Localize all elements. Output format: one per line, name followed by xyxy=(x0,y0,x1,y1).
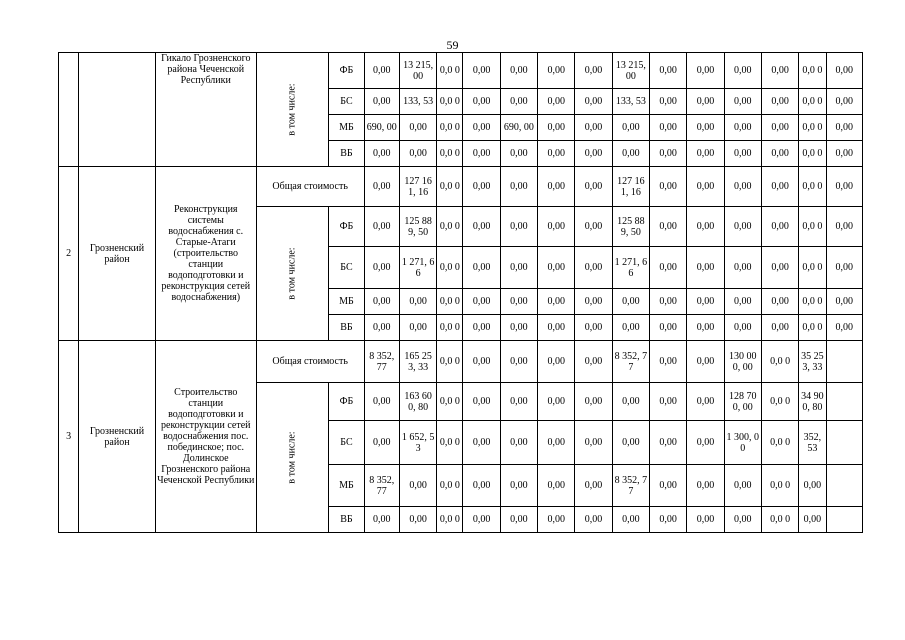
fund-value: 0,00 xyxy=(575,383,612,421)
fund-value: 0,0 0 xyxy=(437,421,463,465)
district-name: Грозненский район xyxy=(79,167,156,341)
total-value: 8 352, 77 xyxy=(612,341,649,383)
total-cost-label: Общая стоимость xyxy=(256,341,364,383)
fund-value: 0,00 xyxy=(687,465,724,507)
total-value: 0,00 xyxy=(687,167,724,207)
fund-value: 0,00 xyxy=(500,207,537,247)
fund-value: 0,00 xyxy=(463,507,500,533)
total-value: 0,00 xyxy=(538,341,575,383)
fund-value: 0,0 0 xyxy=(437,207,463,247)
fund-value: 0,00 xyxy=(538,53,575,89)
total-value xyxy=(826,341,863,383)
fund-value: 0,0 0 xyxy=(799,141,826,167)
fund-value: 0,00 xyxy=(650,115,687,141)
fund-value: 0,00 xyxy=(364,421,399,465)
fund-value: 0,00 xyxy=(687,207,724,247)
fund-value: 0,00 xyxy=(799,507,826,533)
fund-value: 0,00 xyxy=(463,141,500,167)
fund-value: 0,0 0 xyxy=(799,207,826,247)
fund-value: 0,0 0 xyxy=(761,465,798,507)
fund-value: 0,0 0 xyxy=(437,315,463,341)
total-value: 0,00 xyxy=(575,167,612,207)
fund-value: 125 889, 50 xyxy=(612,207,649,247)
total-value: 0,00 xyxy=(650,341,687,383)
fund-value: 0,00 xyxy=(399,465,436,507)
fund-value: 0,00 xyxy=(575,421,612,465)
total-value: 35 253, 33 xyxy=(799,341,826,383)
fund-value: 0,00 xyxy=(724,315,761,341)
fund-value: 1 271, 66 xyxy=(399,247,436,289)
fund-value: 0,00 xyxy=(724,141,761,167)
fund-value: 0,00 xyxy=(826,207,863,247)
fund-value: 0,00 xyxy=(575,207,612,247)
fund-value: 0,00 xyxy=(399,315,436,341)
fund-value: 0,00 xyxy=(799,465,826,507)
fund-value: 0,0 0 xyxy=(799,315,826,341)
fund-value: 0,00 xyxy=(364,141,399,167)
fund-value xyxy=(826,421,863,465)
fund-value: 0,00 xyxy=(650,289,687,315)
fund-value: 0,00 xyxy=(575,89,612,115)
fund-value: 0,00 xyxy=(687,421,724,465)
fund-value: 0,0 0 xyxy=(437,115,463,141)
in-that-number-label: в том числе: xyxy=(256,383,329,533)
fund-value: 0,00 xyxy=(463,89,500,115)
fund-value: 0,00 xyxy=(687,89,724,115)
fund-value: 0,00 xyxy=(650,421,687,465)
total-value: 0,00 xyxy=(538,167,575,207)
fund-value xyxy=(826,383,863,421)
object-name: Реконструкция системы водоснабжения с. Старые-Атаги (строительство станции водоподготовки и реконструкция сетей водоснабжения) xyxy=(155,167,256,341)
fund-value: 0,00 xyxy=(761,89,798,115)
fund-value: 0,00 xyxy=(687,141,724,167)
fund-value: 0,00 xyxy=(500,289,537,315)
total-value: 0,00 xyxy=(724,167,761,207)
page-number: 59 xyxy=(446,38,459,52)
fund-value: 0,00 xyxy=(826,315,863,341)
fund-value: 0,0 0 xyxy=(761,507,798,533)
fund-value: 690, 00 xyxy=(364,115,399,141)
fund-value: 0,00 xyxy=(724,53,761,89)
fund-value: 0,0 0 xyxy=(799,53,826,89)
total-value: 0,0 0 xyxy=(437,341,463,383)
fund-value: 0,00 xyxy=(575,507,612,533)
fund-value: 0,0 0 xyxy=(437,247,463,289)
fund-code: ФБ xyxy=(329,207,364,247)
fund-value: 0,00 xyxy=(826,141,863,167)
fund-value: 0,00 xyxy=(364,207,399,247)
fund-value: 0,00 xyxy=(575,315,612,341)
fund-value: 0,00 xyxy=(826,289,863,315)
fund-value: 0,00 xyxy=(538,507,575,533)
fund-value: 0,00 xyxy=(463,315,500,341)
fund-value: 0,00 xyxy=(463,421,500,465)
total-value: 0,0 0 xyxy=(799,167,826,207)
fund-value: 0,00 xyxy=(724,465,761,507)
total-value: 0,00 xyxy=(463,167,500,207)
row-number: 3 xyxy=(59,341,79,533)
fund-value: 0,00 xyxy=(650,507,687,533)
fund-value xyxy=(826,507,863,533)
fund-value: 0,00 xyxy=(724,115,761,141)
fund-code: БС xyxy=(329,89,364,115)
fund-value: 0,00 xyxy=(761,207,798,247)
total-value: 0,00 xyxy=(364,167,399,207)
total-value: 0,0 0 xyxy=(761,341,798,383)
fund-value: 0,00 xyxy=(364,315,399,341)
fund-code: ФБ xyxy=(329,383,364,421)
fund-value: 0,00 xyxy=(399,289,436,315)
fund-value: 0,00 xyxy=(724,207,761,247)
fund-value: 0,00 xyxy=(650,141,687,167)
fund-value: 0,00 xyxy=(687,53,724,89)
district-name xyxy=(79,53,156,167)
fund-value: 0,00 xyxy=(612,115,649,141)
fund-value: 0,00 xyxy=(500,247,537,289)
fund-value: 0,0 0 xyxy=(437,289,463,315)
fund-code: МБ xyxy=(329,115,364,141)
fund-value: 8 352, 77 xyxy=(612,465,649,507)
fund-value: 0,00 xyxy=(364,383,399,421)
fund-code: МБ xyxy=(329,289,364,315)
fund-value: 0,00 xyxy=(612,383,649,421)
fund-value: 0,00 xyxy=(612,507,649,533)
fund-value: 0,00 xyxy=(399,507,436,533)
fund-value: 133, 53 xyxy=(612,89,649,115)
fund-value: 0,00 xyxy=(364,247,399,289)
fund-value: 0,00 xyxy=(650,89,687,115)
fund-value: 0,00 xyxy=(364,53,399,89)
fund-value: 0,00 xyxy=(538,141,575,167)
total-value: 127 161, 16 xyxy=(612,167,649,207)
fund-value: 0,0 0 xyxy=(799,89,826,115)
fund-value: 0,00 xyxy=(650,465,687,507)
total-value: 0,00 xyxy=(500,167,537,207)
table-row xyxy=(59,341,863,383)
fund-value: 0,0 0 xyxy=(437,507,463,533)
fund-value: 0,00 xyxy=(399,115,436,141)
fund-value: 0,00 xyxy=(500,315,537,341)
fund-value: 352, 53 xyxy=(799,421,826,465)
district-name: Грозненский район xyxy=(79,341,156,533)
fund-value: 0,00 xyxy=(575,53,612,89)
fund-value: 0,00 xyxy=(687,289,724,315)
fund-value: 0,00 xyxy=(538,383,575,421)
fund-value: 0,00 xyxy=(364,507,399,533)
fund-value: 0,00 xyxy=(612,421,649,465)
fund-value: 0,00 xyxy=(538,465,575,507)
fund-value: 0,0 0 xyxy=(437,141,463,167)
fund-code: ФБ xyxy=(329,53,364,89)
fund-value: 0,00 xyxy=(500,141,537,167)
fund-value: 0,00 xyxy=(463,383,500,421)
fund-value: 0,00 xyxy=(761,141,798,167)
row-number xyxy=(59,53,79,167)
fund-value: 0,00 xyxy=(612,315,649,341)
fund-value: 0,00 xyxy=(650,207,687,247)
in-that-number-label: в том числе: xyxy=(256,53,329,167)
fund-value: 0,00 xyxy=(612,289,649,315)
fund-value: 0,00 xyxy=(463,207,500,247)
fund-value: 0,00 xyxy=(650,247,687,289)
fund-value: 163 600, 80 xyxy=(399,383,436,421)
fund-value: 0,0 0 xyxy=(761,383,798,421)
fund-value: 125 889, 50 xyxy=(399,207,436,247)
total-value: 0,00 xyxy=(575,341,612,383)
fund-value: 0,00 xyxy=(826,53,863,89)
row-number: 2 xyxy=(59,167,79,341)
fund-value: 0,00 xyxy=(500,53,537,89)
fund-value: 0,00 xyxy=(826,89,863,115)
fund-value: 0,00 xyxy=(463,247,500,289)
fund-value: 13 215, 00 xyxy=(399,53,436,89)
fund-value: 1 271, 66 xyxy=(612,247,649,289)
fund-value: 0,00 xyxy=(500,507,537,533)
fund-value: 0,00 xyxy=(538,207,575,247)
fund-code: ВБ xyxy=(329,141,364,167)
fund-value: 0,00 xyxy=(538,115,575,141)
fund-value: 0,00 xyxy=(463,465,500,507)
fund-value: 0,00 xyxy=(575,289,612,315)
total-value: 0,00 xyxy=(463,341,500,383)
fund-value: 0,00 xyxy=(724,247,761,289)
fund-value: 34 900, 80 xyxy=(799,383,826,421)
fund-value xyxy=(826,465,863,507)
fund-value: 0,0 0 xyxy=(799,115,826,141)
fund-value: 0,00 xyxy=(500,383,537,421)
fund-value: 0,00 xyxy=(650,383,687,421)
fund-value: 0,00 xyxy=(687,315,724,341)
total-value: 0,00 xyxy=(687,341,724,383)
fund-value: 0,0 0 xyxy=(761,421,798,465)
fund-value: 0,00 xyxy=(687,247,724,289)
fund-value: 0,00 xyxy=(575,247,612,289)
fund-value: 690, 00 xyxy=(500,115,537,141)
fund-value: 0,00 xyxy=(761,289,798,315)
fund-code: ВБ xyxy=(329,315,364,341)
fund-value: 0,00 xyxy=(650,315,687,341)
fund-value: 0,0 0 xyxy=(799,247,826,289)
total-value: 127 161, 16 xyxy=(399,167,436,207)
fund-value: 0,00 xyxy=(826,115,863,141)
table-row xyxy=(59,167,863,207)
total-value: 130 000, 00 xyxy=(724,341,761,383)
in-that-number-label: в том числе: xyxy=(256,207,329,341)
fund-value: 0,00 xyxy=(575,141,612,167)
fund-value: 0,00 xyxy=(687,383,724,421)
fund-value: 0,0 0 xyxy=(437,465,463,507)
fund-value: 128 700, 00 xyxy=(724,383,761,421)
fund-value: 0,00 xyxy=(612,141,649,167)
fund-value: 0,00 xyxy=(724,89,761,115)
fund-value: 0,00 xyxy=(687,115,724,141)
fund-value: 1 652, 53 xyxy=(399,421,436,465)
fund-value: 13 215, 00 xyxy=(612,53,649,89)
fund-value: 0,00 xyxy=(538,89,575,115)
total-value: 8 352, 77 xyxy=(364,341,399,383)
object-name: Строительство станции водоподготовки и реконструкции сетей водоснабжения пос. побединское; пос. Долинское Грозненского района Чеченской Республики xyxy=(155,341,256,533)
fund-value: 0,00 xyxy=(399,141,436,167)
fund-value: 0,00 xyxy=(538,247,575,289)
fund-value: 0,00 xyxy=(500,89,537,115)
fund-value: 0,00 xyxy=(761,115,798,141)
total-value: 0,0 0 xyxy=(437,167,463,207)
fund-value: 0,0 0 xyxy=(437,383,463,421)
total-value: 0,00 xyxy=(500,341,537,383)
fund-code: БС xyxy=(329,247,364,289)
object-name: Гикало Грозненского района Чеченской Республики xyxy=(155,53,256,167)
fund-code: ВБ xyxy=(329,507,364,533)
total-cost-label: Общая стоимость xyxy=(256,167,364,207)
fund-value: 0,00 xyxy=(687,507,724,533)
fund-value: 0,00 xyxy=(463,115,500,141)
budget-table xyxy=(58,52,863,533)
fund-value: 0,00 xyxy=(538,289,575,315)
fund-value: 0,00 xyxy=(538,315,575,341)
fund-value: 0,0 0 xyxy=(437,89,463,115)
fund-value: 0,00 xyxy=(575,465,612,507)
fund-value: 0,00 xyxy=(463,289,500,315)
fund-code: МБ xyxy=(329,465,364,507)
total-value: 0,00 xyxy=(761,167,798,207)
fund-value: 0,00 xyxy=(500,465,537,507)
total-value: 0,00 xyxy=(826,167,863,207)
fund-value: 0,00 xyxy=(538,421,575,465)
fund-value: 0,00 xyxy=(826,247,863,289)
fund-value: 0,00 xyxy=(724,289,761,315)
fund-value: 0,00 xyxy=(761,247,798,289)
fund-code: БС xyxy=(329,421,364,465)
fund-value: 0,00 xyxy=(364,289,399,315)
fund-value: 0,00 xyxy=(575,115,612,141)
fund-value: 0,00 xyxy=(761,53,798,89)
table-row xyxy=(59,53,863,89)
fund-value: 0,00 xyxy=(761,315,798,341)
fund-value: 8 352, 77 xyxy=(364,465,399,507)
fund-value: 0,00 xyxy=(364,89,399,115)
fund-value: 0,00 xyxy=(650,53,687,89)
total-value: 0,00 xyxy=(650,167,687,207)
fund-value: 1 300, 00 xyxy=(724,421,761,465)
fund-value: 0,00 xyxy=(463,53,500,89)
fund-value: 0,00 xyxy=(724,507,761,533)
fund-value: 133, 53 xyxy=(399,89,436,115)
fund-value: 0,0 0 xyxy=(799,289,826,315)
total-value: 165 253, 33 xyxy=(399,341,436,383)
fund-value: 0,00 xyxy=(500,421,537,465)
fund-value: 0,0 0 xyxy=(437,53,463,89)
